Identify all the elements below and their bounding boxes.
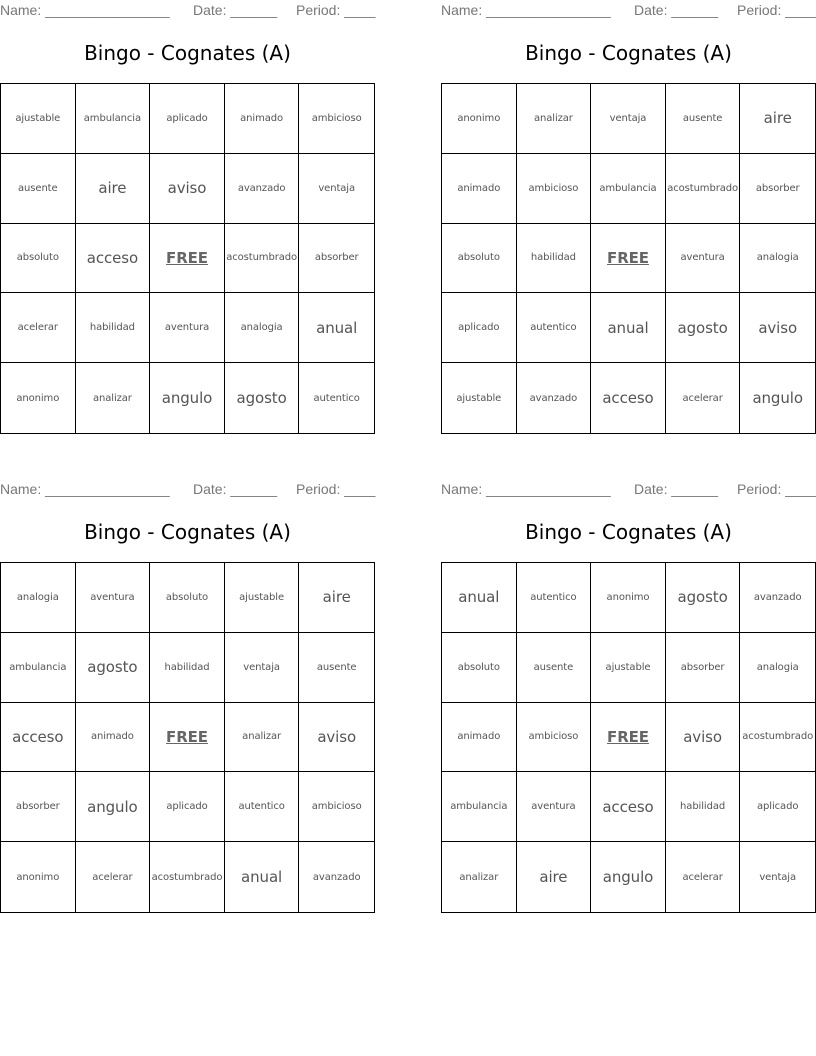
bingo-cell[interactable]: anonimo [442, 84, 517, 154]
bingo-cell[interactable]: acelerar [666, 842, 741, 912]
bingo-cell[interactable]: angulo [150, 363, 225, 433]
bingo-cell[interactable]: ambulancia [1, 633, 76, 703]
bingo-cell[interactable]: ambulancia [591, 154, 666, 224]
bingo-cell[interactable]: acceso [1, 703, 76, 773]
bingo-cell[interactable]: ausente [666, 84, 741, 154]
bingo-cell[interactable]: animado [76, 703, 151, 773]
bingo-cell[interactable]: acelerar [76, 842, 151, 912]
bingo-cell[interactable]: ambicioso [299, 84, 374, 154]
bingo-grid [441, 83, 816, 434]
bingo-cell[interactable]: aventura [666, 224, 741, 294]
bingo-cell[interactable]: acostumbrado [740, 703, 815, 773]
bingo-cell[interactable]: absorber [666, 633, 741, 703]
bingo-cell[interactable]: aplicado [442, 293, 517, 363]
bingo-cell[interactable]: analogia [740, 633, 815, 703]
bingo-cell[interactable]: acceso [591, 772, 666, 842]
bingo-cell[interactable]: animado [442, 703, 517, 773]
bingo-cell[interactable]: aplicado [150, 84, 225, 154]
student-info-header [0, 0, 375, 22]
bingo-cell[interactable]: angulo [591, 842, 666, 912]
bingo-cell[interactable]: absoluto [1, 224, 76, 294]
bingo-cell[interactable]: avanzado [312, 871, 361, 883]
period-field[interactable]: Period: ____ [296, 481, 376, 497]
bingo-cell[interactable]: analizar [76, 363, 151, 433]
free-space-cell[interactable]: FREE [150, 224, 225, 294]
bingo-cell[interactable]: anonimo [1, 842, 76, 912]
bingo-cell[interactable]: ventaja [225, 633, 300, 703]
bingo-cell[interactable]: ambicioso [517, 154, 592, 224]
bingo-cell[interactable]: agosto [666, 563, 741, 633]
bingo-cell[interactable]: ambulancia [442, 772, 517, 842]
bingo-cell[interactable]: ausente [1, 154, 76, 224]
bingo-cell[interactable]: ambicioso [299, 772, 374, 842]
bingo-cell[interactable]: ajustable [442, 363, 517, 433]
bingo-cell[interactable]: habilidad [517, 224, 592, 294]
bingo-cell[interactable]: angulo [752, 389, 803, 408]
date-field[interactable]: Date: ______ [634, 2, 719, 18]
student-info-header [0, 479, 375, 501]
bingo-cell[interactable]: analogia [225, 293, 300, 363]
bingo-cell[interactable]: anual [591, 293, 666, 363]
bingo-cell[interactable]: avanzado [517, 363, 592, 433]
name-field[interactable]: Name: ________________ [441, 2, 611, 18]
bingo-cell[interactable]: aviso [150, 154, 225, 224]
date-field[interactable]: Date: ______ [193, 481, 278, 497]
bingo-cell[interactable]: absoluto [442, 224, 517, 294]
bingo-cell[interactable]: absorber [1, 772, 76, 842]
bingo-cell[interactable]: animado [225, 84, 300, 154]
card-title: Bingo - Cognates (A) [84, 41, 291, 65]
date-field[interactable]: Date: ______ [193, 2, 278, 18]
bingo-cell[interactable]: agosto [76, 633, 151, 703]
bingo-cell[interactable]: aire [517, 842, 592, 912]
bingo-cell[interactable]: ambicioso [517, 703, 592, 773]
bingo-cell[interactable]: ventaja [299, 154, 374, 224]
free-space-cell[interactable]: FREE [150, 703, 225, 773]
bingo-cell[interactable]: habilidad [76, 293, 151, 363]
free-space-cell[interactable]: FREE [591, 224, 666, 294]
bingo-cell[interactable]: ambulancia [76, 84, 151, 154]
bingo-cell[interactable]: autentico [517, 293, 592, 363]
name-field[interactable]: Name: ________________ [0, 2, 170, 18]
bingo-cell[interactable]: absorber [299, 224, 374, 294]
bingo-cell[interactable]: agosto [666, 293, 741, 363]
name-field[interactable]: Name: ________________ [441, 481, 611, 497]
bingo-cell[interactable]: ausente [517, 633, 592, 703]
bingo-cell[interactable]: avanzado [225, 154, 300, 224]
bingo-cell[interactable]: habilidad [150, 633, 225, 703]
bingo-cell[interactable]: autentico [225, 772, 300, 842]
bingo-cell[interactable]: acelerar [1, 293, 76, 363]
bingo-grid [0, 83, 375, 434]
bingo-cell[interactable]: avanzado [740, 563, 815, 633]
bingo-cell[interactable]: analizar [517, 84, 592, 154]
bingo-cell[interactable]: analizar [225, 703, 300, 773]
bingo-cell[interactable]: absoluto [150, 563, 225, 633]
bingo-cell[interactable]: absorber [740, 154, 815, 224]
bingo-cell[interactable]: anual [299, 293, 374, 363]
name-field[interactable]: Name: ________________ [0, 481, 170, 497]
bingo-cell[interactable]: aventura [150, 293, 225, 363]
date-field[interactable]: Date: ______ [634, 481, 719, 497]
bingo-grid [441, 562, 816, 913]
period-field[interactable]: Period: ____ [296, 2, 376, 18]
bingo-cell[interactable]: aventura [76, 563, 151, 633]
bingo-cell[interactable]: ventaja [591, 84, 666, 154]
card-title: Bingo - Cognates (A) [84, 520, 291, 544]
period-field[interactable]: Period: ____ [737, 2, 816, 18]
bingo-cell[interactable]: acceso [76, 224, 151, 294]
bingo-cell[interactable]: habilidad [666, 772, 741, 842]
bingo-cell[interactable]: aviso [299, 703, 374, 773]
free-space-cell[interactable]: FREE [591, 703, 666, 773]
bingo-cell[interactable]: aplicado [150, 772, 225, 842]
bingo-cell[interactable]: ajustable [591, 633, 666, 703]
bingo-cell[interactable]: analizar [442, 842, 517, 912]
bingo-cell[interactable]: aventura [517, 772, 592, 842]
bingo-cell[interactable]: aire [740, 84, 815, 154]
bingo-grid [0, 562, 375, 913]
bingo-cell[interactable]: anual [225, 842, 300, 912]
bingo-cell[interactable]: absoluto [442, 633, 517, 703]
bingo-cell[interactable]: aviso [666, 703, 741, 773]
bingo-cell[interactable]: ajustable [1, 84, 76, 154]
bingo-cell[interactable]: aplicado [740, 772, 815, 842]
bingo-cell[interactable]: analogia [1, 563, 76, 633]
bingo-cell[interactable]: ventaja [759, 871, 797, 883]
bingo-cell[interactable]: analogia [740, 224, 815, 294]
bingo-cell[interactable]: autentico [313, 392, 360, 404]
bingo-cell[interactable]: autentico [517, 563, 592, 633]
bingo-cell[interactable]: anonimo [591, 563, 666, 633]
bingo-cell[interactable]: acostumbrado [225, 224, 300, 294]
bingo-cell[interactable]: aviso [740, 293, 815, 363]
bingo-cell[interactable]: ajustable [225, 563, 300, 633]
bingo-cell[interactable]: anual [442, 563, 517, 633]
bingo-cell[interactable]: angulo [76, 772, 151, 842]
student-info-header [441, 479, 816, 501]
bingo-cell[interactable]: acceso [591, 363, 666, 433]
bingo-cell[interactable]: acostumbrado [150, 842, 225, 912]
bingo-cell[interactable]: acostumbrado [666, 154, 741, 224]
bingo-cell[interactable]: acelerar [666, 363, 741, 433]
bingo-cell[interactable]: anonimo [1, 363, 76, 433]
bingo-cell[interactable]: aire [299, 563, 374, 633]
card-title: Bingo - Cognates (A) [525, 520, 732, 544]
bingo-cell[interactable]: animado [442, 154, 517, 224]
bingo-cell[interactable]: aire [76, 154, 151, 224]
bingo-cell[interactable]: agosto [225, 363, 300, 433]
student-info-header [441, 0, 816, 22]
period-field[interactable]: Period: ____ [737, 481, 816, 497]
bingo-cell[interactable]: ausente [299, 633, 374, 703]
card-title: Bingo - Cognates (A) [525, 41, 732, 65]
